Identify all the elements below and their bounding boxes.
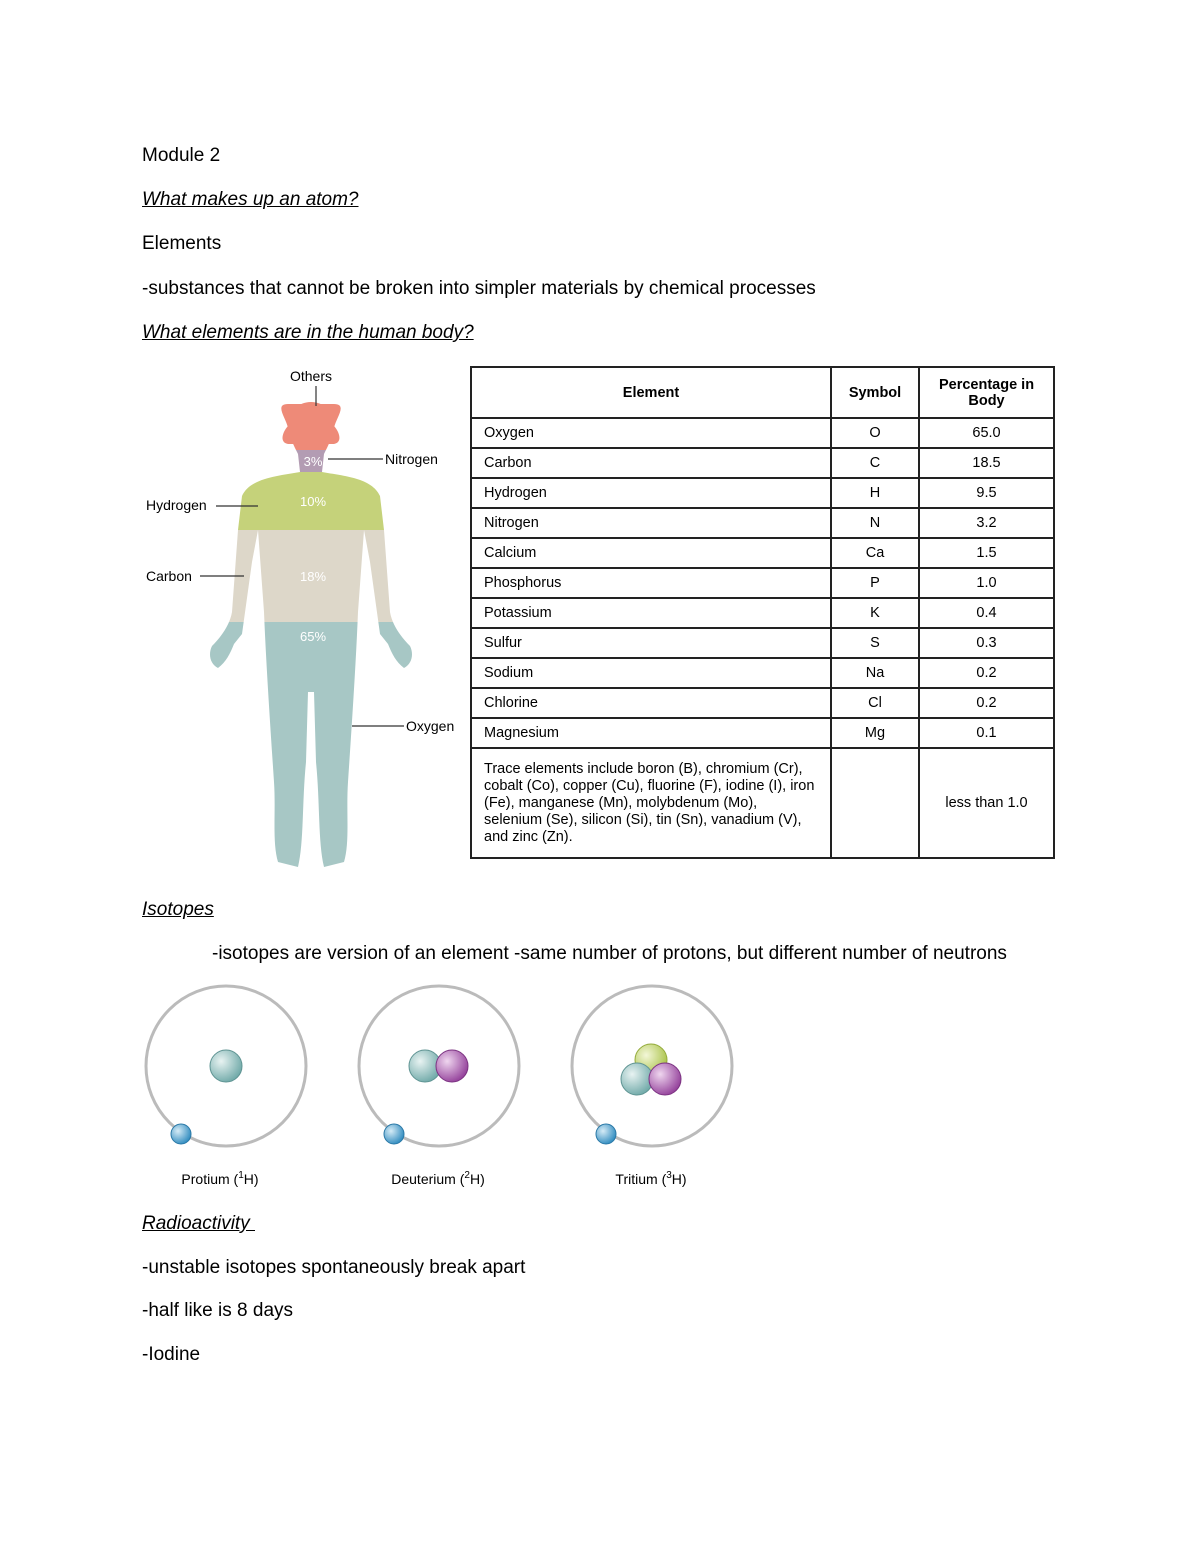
element-cell: Sulfur (471, 628, 831, 658)
radioactivity-heading: Radioactivity (142, 1213, 255, 1234)
symbol-cell: H (831, 478, 919, 508)
percent-cell: 1.5 (919, 538, 1054, 568)
protium-label: Protium ($^1$H) (181, 1170, 259, 1187)
element-cell: Hydrogen (471, 478, 831, 508)
element-table (470, 366, 1055, 859)
protium-atom (146, 986, 306, 1146)
percent-cell: 65.0 (919, 418, 1054, 448)
table-row (471, 718, 1054, 748)
deuterium-atom (359, 986, 519, 1146)
percent-cell: 18.5 (919, 448, 1054, 478)
percent-cell: 3.2 (919, 508, 1054, 538)
carbon-label: Carbon (146, 568, 192, 584)
element-cell: Carbon (471, 448, 831, 478)
trace-percent: less than 1.0 (919, 748, 1054, 858)
element-cell: Phosphorus (471, 568, 831, 598)
element-cell: Oxygen (471, 418, 831, 448)
table-body (471, 418, 1054, 748)
symbol-cell: O (831, 418, 919, 448)
nitrogen-label: Nitrogen (385, 451, 438, 467)
symbol-cell: K (831, 598, 919, 628)
neutron (436, 1050, 468, 1082)
table-row-trace (471, 748, 1054, 858)
element-cell: Nitrogen (471, 508, 831, 538)
percent-cell: 0.2 (919, 658, 1054, 688)
electron (596, 1124, 616, 1144)
table-row (471, 688, 1054, 718)
nitrogen-percent: 3% (303, 454, 323, 469)
element-cell: Chlorine (471, 688, 831, 718)
symbol-cell: P (831, 568, 919, 598)
radioactivity-line-1: -unstable isotopes spontaneously break apart (142, 1257, 526, 1278)
others-label: Others (289, 368, 333, 384)
page-heading: Module 2 (142, 145, 221, 166)
element-cell: Potassium (471, 598, 831, 628)
element-cell: Magnesium (471, 718, 831, 748)
table-row (471, 448, 1054, 478)
percent-cell: 1.0 (919, 568, 1054, 598)
element-cell: Calcium (471, 538, 831, 568)
table-row (471, 508, 1054, 538)
carbon-percent: 18% (299, 569, 327, 584)
table-row (471, 418, 1054, 448)
question-atom: What makes up an atom? (142, 189, 359, 210)
symbol-cell: Na (831, 658, 919, 688)
header-symbol: Symbol (831, 367, 919, 418)
percent-cell: 0.1 (919, 718, 1054, 748)
proton (621, 1063, 653, 1095)
symbol-cell: C (831, 448, 919, 478)
oxygen-percent: 65% (299, 629, 327, 644)
electron (171, 1124, 191, 1144)
symbol-cell: Mg (831, 718, 919, 748)
symbol-cell: Ca (831, 538, 919, 568)
hydrogen-label: Hydrogen (146, 497, 207, 513)
table-row (471, 598, 1054, 628)
isotopes-heading: Isotopes (142, 899, 214, 920)
symbol-cell: N (831, 508, 919, 538)
radioactivity-line-3: -Iodine (142, 1344, 201, 1365)
body-composition-figure (138, 362, 468, 877)
hydrogen-percent: 10% (299, 494, 327, 509)
electron (384, 1124, 404, 1144)
radioactivity-line-2: -half like is 8 days (142, 1300, 294, 1321)
oxygen-label: Oxygen (406, 718, 455, 734)
percent-cell: 9.5 (919, 478, 1054, 508)
table-row (471, 628, 1054, 658)
table-row (471, 538, 1054, 568)
isotope-figure (138, 980, 748, 1195)
deuterium-label: Deuterium ($^2$H) (391, 1170, 485, 1187)
isotopes-definition: -isotopes are version of an element -same number of protons, but different number of neutrons (212, 943, 1007, 964)
proton (210, 1050, 242, 1082)
question-human-body: What elements are in the human body? (142, 322, 474, 343)
trace-elements-text: Trace elements include boron (B), chromium (Cr), cobalt (Co), copper (Cu), fluorine (F), iodine (I), iron (Fe), manganese (Mn), molybdenum (Mo), selenium (Se), silicon (Si), tin (Sn), vanadium (V), and zinc (Zn). (471, 748, 831, 858)
header-percentage: Percentage in Body (919, 367, 1054, 418)
symbol-cell: Cl (831, 688, 919, 718)
oxygen-region (138, 622, 468, 877)
header-element: Element (471, 367, 831, 418)
tritium-label: Tritium ($^3$H) (615, 1170, 687, 1187)
symbol-cell: S (831, 628, 919, 658)
percent-cell: 0.4 (919, 598, 1054, 628)
table-header-row (471, 367, 1054, 418)
elements-heading: Elements (142, 233, 222, 254)
table-row (471, 658, 1054, 688)
percent-cell: 0.3 (919, 628, 1054, 658)
trace-symbol (831, 748, 919, 858)
table-row (471, 478, 1054, 508)
percent-cell: 0.2 (919, 688, 1054, 718)
elements-definition: -substances that cannot be broken into simpler materials by chemical processes (142, 278, 816, 299)
tritium-atom (572, 986, 732, 1146)
element-cell: Sodium (471, 658, 831, 688)
neutron (649, 1063, 681, 1095)
table-row (471, 568, 1054, 598)
